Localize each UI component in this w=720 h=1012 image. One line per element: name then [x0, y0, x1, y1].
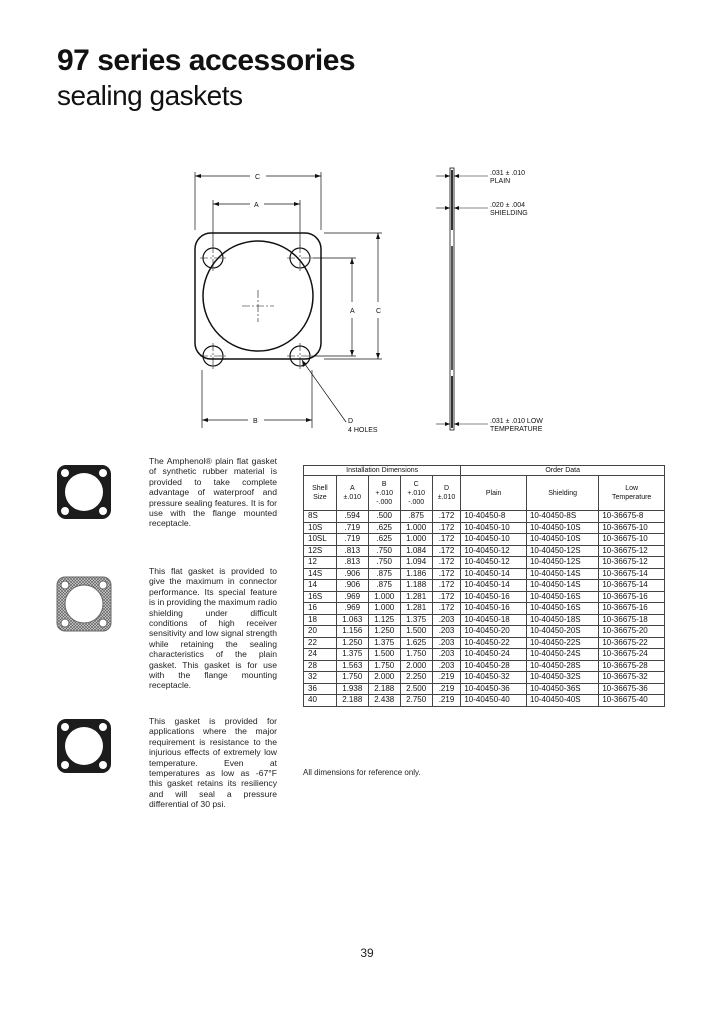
plain-gasket-description: The Amphenol® plain flat gasket of synthetic rubber material is provided to take complete advantage of waterproof and pressure sealing features. It is for use with the flange mounted receptacle.: [149, 456, 277, 529]
cell-dim-a: .719: [336, 522, 368, 534]
cell-dim-d: .219: [432, 695, 461, 707]
col-d-line2: ±.010: [437, 494, 456, 501]
gasket-side-profile: [450, 168, 454, 430]
col-b-line2: +.010: [375, 489, 394, 497]
table-row: [304, 637, 665, 649]
plain-gasket-image: [56, 464, 112, 520]
cell-shielding-part: 10-40450-24S: [526, 649, 598, 661]
cell-dim-d: .172: [432, 580, 461, 592]
cell-dim-a: .813: [336, 545, 368, 557]
col-shell-line1: Shell: [312, 485, 328, 492]
plain-thickness-label: PLAIN: [490, 178, 511, 185]
cell-low-temp-part: 10-36675-24: [599, 649, 665, 661]
cell-dim-a: .906: [336, 580, 368, 592]
cell-dim-b: 1.375: [368, 637, 400, 649]
dim-label-a-top: A: [254, 202, 259, 209]
cell-dim-d: .172: [432, 522, 461, 534]
col-low-line1: Low: [625, 485, 639, 492]
table-group-header-row: [304, 466, 665, 476]
cell-shielding-part: 10-40450-16S: [526, 603, 598, 615]
cell-dim-b: 1.125: [368, 614, 400, 626]
page-subtitle: sealing gaskets: [57, 80, 243, 111]
table-row: [304, 614, 665, 626]
cell-dim-c: 1.186: [400, 568, 432, 580]
cell-dim-c: 2.000: [400, 660, 432, 672]
cell-dim-a: .969: [336, 603, 368, 615]
cell-shielding-part: 10-40450-36S: [526, 683, 598, 695]
dim-label-a-right: A: [350, 308, 355, 315]
cell-low-temp-part: 10-36675-16: [599, 603, 665, 615]
cell-plain-part: 10-40450-12: [461, 545, 527, 557]
cell-dim-c: 2.250: [400, 672, 432, 684]
cell-shell-size: 14: [304, 580, 337, 592]
cell-low-temp-part: 10-36675-8: [599, 511, 665, 523]
cell-dim-d: .172: [432, 534, 461, 546]
cell-dim-d: .203: [432, 649, 461, 661]
cell-dim-c: 1.625: [400, 637, 432, 649]
table-row: [304, 683, 665, 695]
cell-shielding-part: 10-40450-32S: [526, 672, 598, 684]
cell-dim-d: .172: [432, 511, 461, 523]
cell-low-temp-part: 10-36675-22: [599, 637, 665, 649]
cell-shielding-part: 10-40450-28S: [526, 660, 598, 672]
plain-thickness-value: .031 ± .010: [490, 170, 525, 177]
cell-plain-part: 10-40450-24: [461, 649, 527, 661]
cell-plain-part: 10-40450-20: [461, 626, 527, 638]
table-column-header-row: [304, 476, 665, 511]
cell-shielding-part: 10-40450-12S: [526, 545, 598, 557]
cell-dim-c: 1.000: [400, 534, 432, 546]
cell-shielding-part: 10-40450-10S: [526, 522, 598, 534]
cell-shell-size: 12: [304, 557, 337, 569]
cell-shell-size: 20: [304, 626, 337, 638]
cell-dim-a: 1.750: [336, 672, 368, 684]
cell-plain-part: 10-40450-16: [461, 591, 527, 603]
col-d: [432, 476, 461, 511]
cell-dim-d: .172: [432, 557, 461, 569]
cell-low-temp-part: 10-36675-12: [599, 557, 665, 569]
cell-shell-size: 24: [304, 649, 337, 661]
cell-low-temp-part: 10-36675-10: [599, 534, 665, 546]
dim-label-d-holes: 4 HOLES: [348, 427, 378, 434]
cell-plain-part: 10-40450-32: [461, 672, 527, 684]
table-row: [304, 511, 665, 523]
cell-dim-b: 1.500: [368, 649, 400, 661]
cell-plain-part: 10-40450-10: [461, 522, 527, 534]
cell-shielding-part: 10-40450-10S: [526, 534, 598, 546]
table-row: [304, 672, 665, 684]
low-temperature-gasket-description: This gasket is provided for applications where the major requirement is resistance to the injurious effects of extremely low temperature. Even at temperatures as low as -67°F this gasket retains its resiliency and will seal a pressure differential of 30 psi.: [149, 716, 277, 810]
shielding-gasket-image: [56, 576, 112, 632]
col-d-line1: D: [443, 485, 450, 492]
cell-dim-d: .172: [432, 591, 461, 603]
cell-dim-b: 2.188: [368, 683, 400, 695]
cell-shell-size: 22: [304, 637, 337, 649]
cell-shell-size: 40: [304, 695, 337, 707]
col-c-line1: C: [413, 480, 419, 488]
cell-dim-c: 1.000: [400, 522, 432, 534]
cell-dim-c: 1.188: [400, 580, 432, 592]
cell-shell-size: 14S: [304, 568, 337, 580]
table-row: [304, 626, 665, 638]
table-row: [304, 580, 665, 592]
shield-thickness-value: .020 ± .004: [490, 202, 525, 209]
cell-dim-b: .625: [368, 522, 400, 534]
cell-dim-a: .719: [336, 534, 368, 546]
dim-label-d: D: [348, 418, 354, 425]
cell-plain-part: 10-40450-18: [461, 614, 527, 626]
cell-dim-c: 1.500: [400, 626, 432, 638]
cell-plain-part: 10-40450-40: [461, 695, 527, 707]
cell-plain-part: 10-40450-22: [461, 637, 527, 649]
cell-dim-b: 1.000: [368, 591, 400, 603]
cell-dim-d: .172: [432, 603, 461, 615]
cell-dim-d: .219: [432, 683, 461, 695]
table-row: [304, 591, 665, 603]
cell-plain-part: 10-40450-28: [461, 660, 527, 672]
cell-dim-c: 1.094: [400, 557, 432, 569]
cell-dim-d: .172: [432, 545, 461, 557]
cell-dim-c: 1.750: [400, 649, 432, 661]
col-b-line3: -.000: [376, 498, 393, 506]
cell-plain-part: 10-40450-36: [461, 683, 527, 695]
cell-dim-c: .875: [400, 511, 432, 523]
cell-shielding-part: 10-40450-14S: [526, 568, 598, 580]
cell-dim-d: .203: [432, 626, 461, 638]
cell-dim-a: .969: [336, 591, 368, 603]
dim-label-c-top: C: [255, 174, 261, 181]
cell-shell-size: 8S: [304, 511, 337, 523]
col-shell-size: [304, 476, 337, 511]
shield-thickness-label: SHIELDING: [490, 210, 528, 217]
dimension-lines: [195, 172, 382, 428]
cell-plain-part: 10-40450-10: [461, 534, 527, 546]
cell-dim-a: 1.063: [336, 614, 368, 626]
cell-dim-b: 1.750: [368, 660, 400, 672]
cell-shielding-part: 10-40450-40S: [526, 695, 598, 707]
cell-low-temp-part: 10-36675-12: [599, 545, 665, 557]
table-row: [304, 522, 665, 534]
table-row: [304, 603, 665, 615]
cell-shielding-part: 10-40450-18S: [526, 614, 598, 626]
cell-shell-size: 28: [304, 660, 337, 672]
cell-low-temp-part: 10-36675-32: [599, 672, 665, 684]
page-number: 39: [360, 946, 374, 960]
profile-leaders: [436, 176, 488, 424]
gasket-spec-table: [303, 465, 665, 707]
cell-dim-b: .750: [368, 557, 400, 569]
col-b: [368, 476, 400, 511]
col-a-line2: ±.010: [343, 494, 361, 501]
cell-dim-b: .750: [368, 545, 400, 557]
cell-shell-size: 16: [304, 603, 337, 615]
cell-dim-d: .203: [432, 614, 461, 626]
cell-dim-d: .203: [432, 637, 461, 649]
cell-dim-c: 2.500: [400, 683, 432, 695]
col-c-line3: -.000: [408, 498, 425, 506]
cell-dim-a: 1.156: [336, 626, 368, 638]
cell-dim-c: 1.281: [400, 591, 432, 603]
cell-low-temp-part: 10-36675-16: [599, 591, 665, 603]
col-b-line1: B: [381, 480, 387, 488]
cell-low-temp-part: 10-36675-36: [599, 683, 665, 695]
col-c: [400, 476, 432, 511]
cell-dim-a: 1.375: [336, 649, 368, 661]
cell-plain-part: 10-40450-14: [461, 568, 527, 580]
table-row: [304, 568, 665, 580]
cell-low-temp-part: 10-36675-10: [599, 522, 665, 534]
cell-shielding-part: 10-40450-16S: [526, 591, 598, 603]
table-row: [304, 695, 665, 707]
cell-shell-size: 16S: [304, 591, 337, 603]
cell-dim-b: 1.000: [368, 603, 400, 615]
cell-shielding-part: 10-40450-8S: [526, 511, 598, 523]
cell-shielding-part: 10-40450-20S: [526, 626, 598, 638]
cell-dim-a: .594: [336, 511, 368, 523]
cell-dim-b: .875: [368, 568, 400, 580]
cell-dim-a: .813: [336, 557, 368, 569]
cell-dim-b: 2.000: [368, 672, 400, 684]
cell-dim-c: 2.750: [400, 695, 432, 707]
cell-dim-d: .219: [432, 672, 461, 684]
footnote: All dimensions for reference only.: [303, 768, 421, 777]
lowtemp-thickness-label: TEMPERATURE: [490, 426, 543, 433]
table-body: [304, 511, 665, 707]
cell-dim-b: 1.250: [368, 626, 400, 638]
cell-low-temp-part: 10-36675-18: [599, 614, 665, 626]
cell-shielding-part: 10-40450-14S: [526, 580, 598, 592]
cell-dim-a: .906: [336, 568, 368, 580]
cell-dim-c: 1.281: [400, 603, 432, 615]
cell-shell-size: 32: [304, 672, 337, 684]
cell-dim-d: .172: [432, 568, 461, 580]
cell-dim-b: .500: [368, 511, 400, 523]
cell-shell-size: 10SL: [304, 534, 337, 546]
cell-dim-c: 1.375: [400, 614, 432, 626]
cell-low-temp-part: 10-36675-14: [599, 580, 665, 592]
table-row: [304, 534, 665, 546]
col-shielding: Shielding: [526, 476, 598, 511]
cell-low-temp-part: 10-36675-14: [599, 568, 665, 580]
dim-label-b-bottom: B: [253, 418, 258, 425]
cell-dim-b: 2.438: [368, 695, 400, 707]
cell-dim-a: 1.250: [336, 637, 368, 649]
cell-plain-part: 10-40450-8: [461, 511, 527, 523]
low-temperature-gasket-image: [56, 718, 112, 774]
cell-plain-part: 10-40450-12: [461, 557, 527, 569]
installation-dimensions-header: Installation Dimensions: [304, 466, 461, 476]
table-row: [304, 545, 665, 557]
col-low-temperature: [599, 476, 665, 511]
cell-shell-size: 10S: [304, 522, 337, 534]
dim-label-c-right: C: [376, 308, 382, 315]
page-title: 97 series accessories: [57, 44, 356, 77]
lowtemp-thickness-value: .031 ± .010 LOW: [490, 418, 543, 425]
col-c-line2: +.010: [407, 489, 426, 497]
cell-plain-part: 10-40450-14: [461, 580, 527, 592]
table-row: [304, 557, 665, 569]
cell-low-temp-part: 10-36675-28: [599, 660, 665, 672]
cell-shell-size: 12S: [304, 545, 337, 557]
col-a: [336, 476, 368, 511]
col-low-line2: Temperature: [612, 494, 652, 501]
cell-shielding-part: 10-40450-22S: [526, 637, 598, 649]
cell-plain-part: 10-40450-16: [461, 603, 527, 615]
cell-dim-a: 1.938: [336, 683, 368, 695]
table-row: [304, 649, 665, 661]
cell-shielding-part: 10-40450-12S: [526, 557, 598, 569]
cell-dim-c: 1.084: [400, 545, 432, 557]
gasket-dimension-drawing: [150, 160, 570, 440]
cell-low-temp-part: 10-36675-40: [599, 695, 665, 707]
cell-dim-d: .203: [432, 660, 461, 672]
cell-dim-a: 2.188: [336, 695, 368, 707]
shielding-gasket-description: This flat gasket is provided to give the maximum in connector performance. Its special feature is in providing the maximum radio shielding under difficult conditions of high receiver sensitivity and low signal strength while retaining the sealing characteristics of the plain gasket. This gasket is for use with the flange mounting receptacle.: [149, 566, 278, 691]
col-shell-line2: Size: [313, 494, 327, 501]
cell-shell-size: 36: [304, 683, 337, 695]
gasket-outline: [195, 233, 321, 366]
table-row: [304, 660, 665, 672]
col-plain: Plain: [461, 476, 527, 511]
col-a-line1: A: [349, 485, 355, 492]
cell-low-temp-part: 10-36675-20: [599, 626, 665, 638]
cell-dim-a: 1.563: [336, 660, 368, 672]
order-data-header: Order Data: [461, 466, 665, 476]
cell-shell-size: 18: [304, 614, 337, 626]
cell-dim-b: .875: [368, 580, 400, 592]
cell-dim-b: .625: [368, 534, 400, 546]
